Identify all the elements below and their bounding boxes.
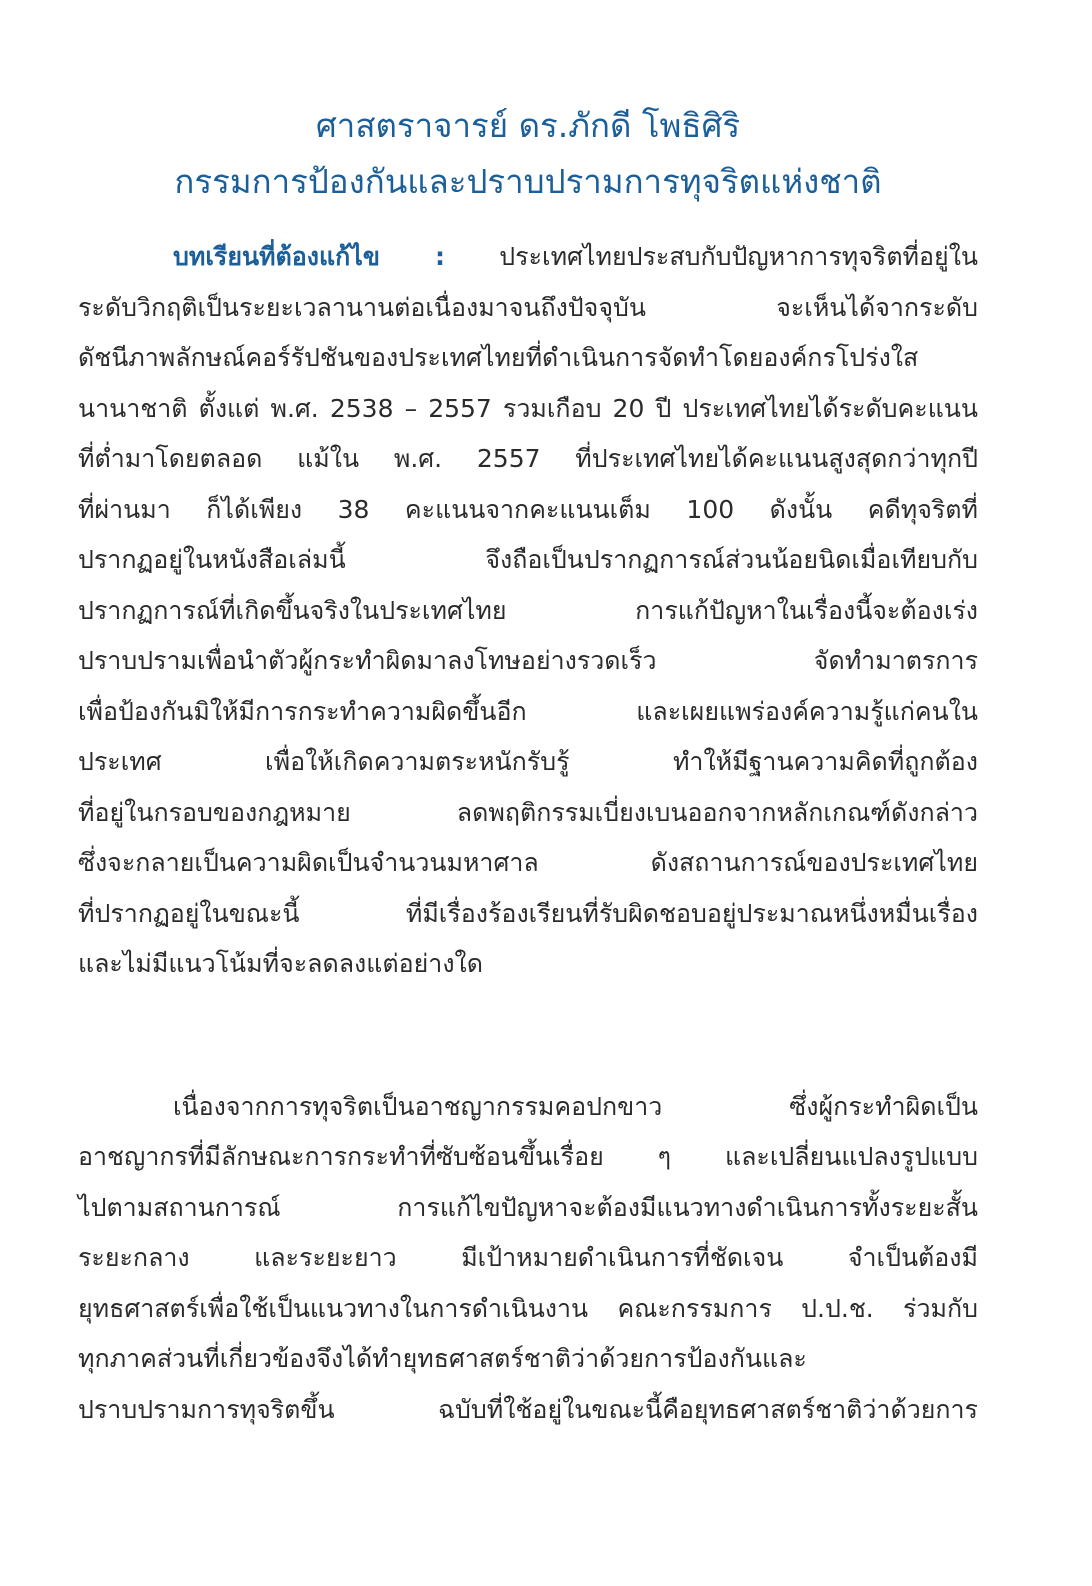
lead-label: บทเรียนที่ต้องแก้ไข : [173, 242, 445, 271]
paragraph-line: ปราบปรามเพื่อนำตัวผู้กระทำผิดมาลงโทษอย่างรวดเร็ว จัดทำมาตรการ [78, 646, 978, 675]
paragraph-line: ไปตามสถานการณ์ การแก้ไขปัญหาจะต้องมีแนวทางดำเนินการทั้งระยะสั้น [78, 1192, 978, 1222]
paragraph-line: นานาชาติ ตั้งแต่ พ.ศ. 2538 – 2557 รวมเกือบ 20 ปี ประเทศไทยได้ระดับคะแนน [78, 393, 978, 423]
paragraph-line: ดัชนีภาพลักษณ์คอร์รัปชันของประเทศไทยที่ดำเนินการจัดทำโดยองค์กรโปร่งใส [78, 343, 919, 372]
paragraph-line: ซึ่งจะกลายเป็นความผิดเป็นจำนวนมหาศาล ดังสถานการณ์ของประเทศไทย [78, 848, 978, 877]
paragraph-line: ทุกภาคส่วนที่เกี่ยวข้องจึงได้ทำยุทธศาสตร์ชาติว่าด้วยการป้องกันและ [78, 1344, 807, 1373]
paragraph-line: ที่อยู่ในกรอบของกฎหมาย ลดพฤติกรรมเบี่ยงเบนออกจากหลักเกณฑ์ดังกล่าว [78, 797, 978, 827]
paragraph-line: เนื่องจากการทุจริตเป็นอาชญากรรมคอปกขาว ซึ่งผู้กระทำผิดเป็น [173, 1091, 978, 1121]
author-position: กรรมการป้องกันและปราบปรามการทุจริตแห่งชาติ [174, 162, 882, 201]
document-page [78, 98, 978, 1435]
paragraph-line [78, 232, 978, 283]
paragraph-line: อาชญากรที่มีลักษณะการกระทำที่ซับซ้อนขึ้นเรื่อย ๆ และเปลี่ยนแปลงรูปแบบ [78, 1142, 978, 1171]
document-body [78, 232, 978, 1435]
document-header [78, 98, 978, 210]
paragraph-line: ที่ผ่านมา ก็ได้เพียง 38 คะแนนจากคะแนนเต็ม 100 ดังนั้น คดีทุจริตที่ [78, 494, 978, 524]
line-text: ประเทศไทยประสบกับปัญหาการทุจริตที่อยู่ใน [499, 242, 978, 271]
paragraph-line: ปราบปรามการทุจริตขึ้น ฉบับที่ใช้อยู่ในขณะนี้คือยุทธศาสตร์ชาติว่าด้วยการ [78, 1394, 978, 1424]
paragraph-line: ระดับวิกฤติเป็นระยะเวลานานต่อเนื่องมาจนถึงปัจจุบัน จะเห็นได้จากระดับ [78, 292, 978, 322]
paragraph-line: ปรากฏอยู่ในหนังสือเล่มนี้ จึงถือเป็นปรากฏการณ์ส่วนน้อยนิดเมื่อเทียบกับ [78, 545, 978, 574]
paragraph-line: ยุทธศาสตร์เพื่อใช้เป็นแนวทางในการดำเนินงาน คณะกรรมการ ป.ป.ช. ร่วมกับ [78, 1293, 978, 1323]
paragraph-line: เพื่อป้องกันมิให้มีการกระทำความผิดขึ้นอีก และเผยแพร่องค์ความรู้แก่คนใน [78, 696, 978, 726]
paragraph-strategy [78, 1082, 978, 1436]
paragraph-line: และไม่มีแนวโน้มที่จะลดลงแต่อย่างใด [78, 949, 483, 978]
paragraph-spacer [78, 990, 978, 1082]
paragraph-line: ระยะกลาง และระยะยาว มีเป้าหมายดำเนินการที่ชัดเจน จำเป็นต้องมี [78, 1243, 978, 1272]
paragraph-line: ที่ปรากฏอยู่ในขณะนี้ ที่มีเรื่องร้องเรียนที่รับผิดชอบอยู่ประมาณหนึ่งหมื่นเรื่อง [78, 898, 978, 928]
paragraph-line: ประเทศ เพื่อให้เกิดความตระหนักรับรู้ ทำให้มีฐานความคิดที่ถูกต้อง [78, 747, 978, 776]
paragraph-lessons [78, 232, 978, 990]
paragraph-line: ที่ต่ำมาโดยตลอด แม้ใน พ.ศ. 2557 ที่ประเทศไทยได้คะแนนสูงสุดกว่าทุกปี [78, 444, 978, 473]
author-name: ศาสตราจารย์ ดร.ภักดี โพธิศิริ [315, 106, 741, 145]
paragraph-line: ปรากฏการณ์ที่เกิดขึ้นจริงในประเทศไทย การแก้ปัญหาในเรื่องนี้จะต้องเร่ง [78, 595, 978, 625]
